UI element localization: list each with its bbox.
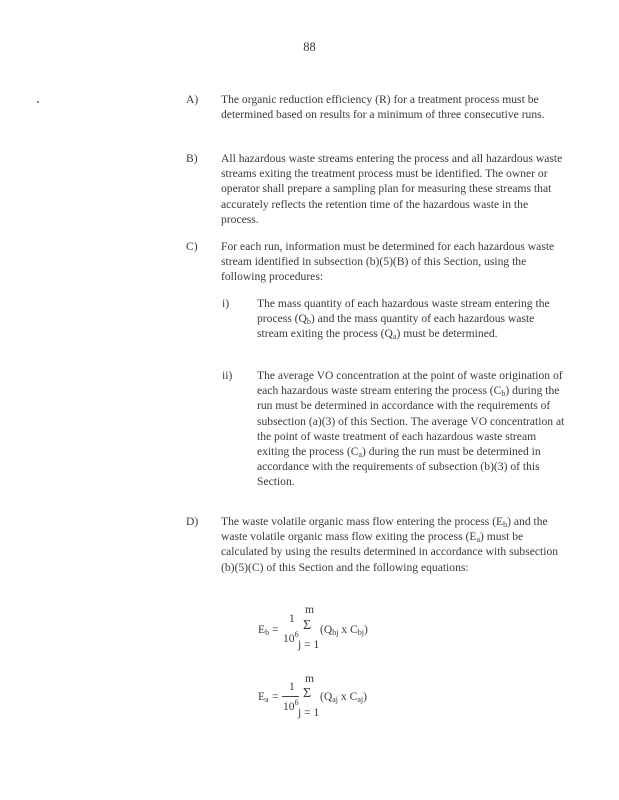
equation-ea-sum-icon: Σ (303, 686, 312, 701)
equation-ea-fraction-bar (282, 696, 299, 697)
item-b-label: B) (186, 152, 198, 165)
item-a-label: A) (186, 93, 199, 106)
equation-ea-numerator: 1 (289, 680, 295, 693)
equation-ea-sum-upper: m (305, 672, 315, 685)
item-b-text: All hazardous waste streams entering the process and all hazardous waste streams exiting the treatment process must be identified. The owner or operator shall prepare a sampling plan for measuring these streams that accurately reflects the retention time of the hazardous waste in the process. (221, 152, 563, 226)
equation-ea-equals: = (272, 690, 279, 703)
equation-eb-equals: = (272, 623, 279, 636)
subitem-i-label: i) (222, 297, 230, 310)
equation-eb-lhs: $E_b$ (258, 623, 270, 637)
equation-ea-term: ($Q_{aj}$ x $C_{aj}$) (320, 690, 367, 704)
equation-eb-sum-upper: m (305, 603, 315, 616)
subitem-ii-text: The average VO concentration at the point of waste origination of each hazardous waste stream entering the process $(C_b)$ during the run must be determined in accordance with the requirements of subsection (a)(3) of this Section. The average VO concentration at the point of waste treatment of each hazardous waste stream exiting the process $(C_a)$ during the run must be determined in accordance with the requirements of subsection (b)(3) of this Section. (257, 369, 565, 489)
item-c-label: C) (186, 240, 198, 253)
item-d-text: The waste volatile organic mass flow entering the process $(E_b)$ and the waste volatile organic mass flow exiting the process $(E_a)$ must be calculated by using the results determined in accordance with subsection (b)(5)(C) of this Section and the following equations: (221, 515, 559, 574)
item-a-text: The organic reduction efficiency (R) for a treatment process must be determined based on results for a minimum of three consecutive runs. (221, 93, 545, 122)
item-c-text: For each run, information must be determined for each hazardous waste stream identified in subsection (b)(5)(B) of this Section, using the following procedures: (221, 240, 555, 284)
item-d-label: D) (186, 515, 199, 528)
subitem-ii-label: ii) (222, 369, 233, 382)
page-number: 88 (303, 40, 316, 54)
equation-eb-numerator: 1 (289, 612, 295, 625)
equation-ea-lhs: $E_a$ (258, 690, 269, 704)
margin-mark (37, 101, 39, 103)
equation-ea-denominator: $10^6$ (283, 698, 299, 713)
subitem-i-text: The mass quantity of each hazardous waste stream entering the process $(Q_b)$ and the mass quantity of each hazardous waste stream exiting the process $(Q_a)$ must be determined. (257, 297, 550, 342)
equation-eb-sum-icon: Σ (303, 618, 312, 633)
equation-eb-denominator: $10^6$ (283, 630, 299, 645)
equation-eb-term: ($Q_{bj}$ x $C_{bj}$) (320, 623, 368, 637)
equation-ea-sum-lower: j = 1 (298, 706, 320, 719)
equation-eb-sum-lower: j = 1 (298, 638, 320, 651)
